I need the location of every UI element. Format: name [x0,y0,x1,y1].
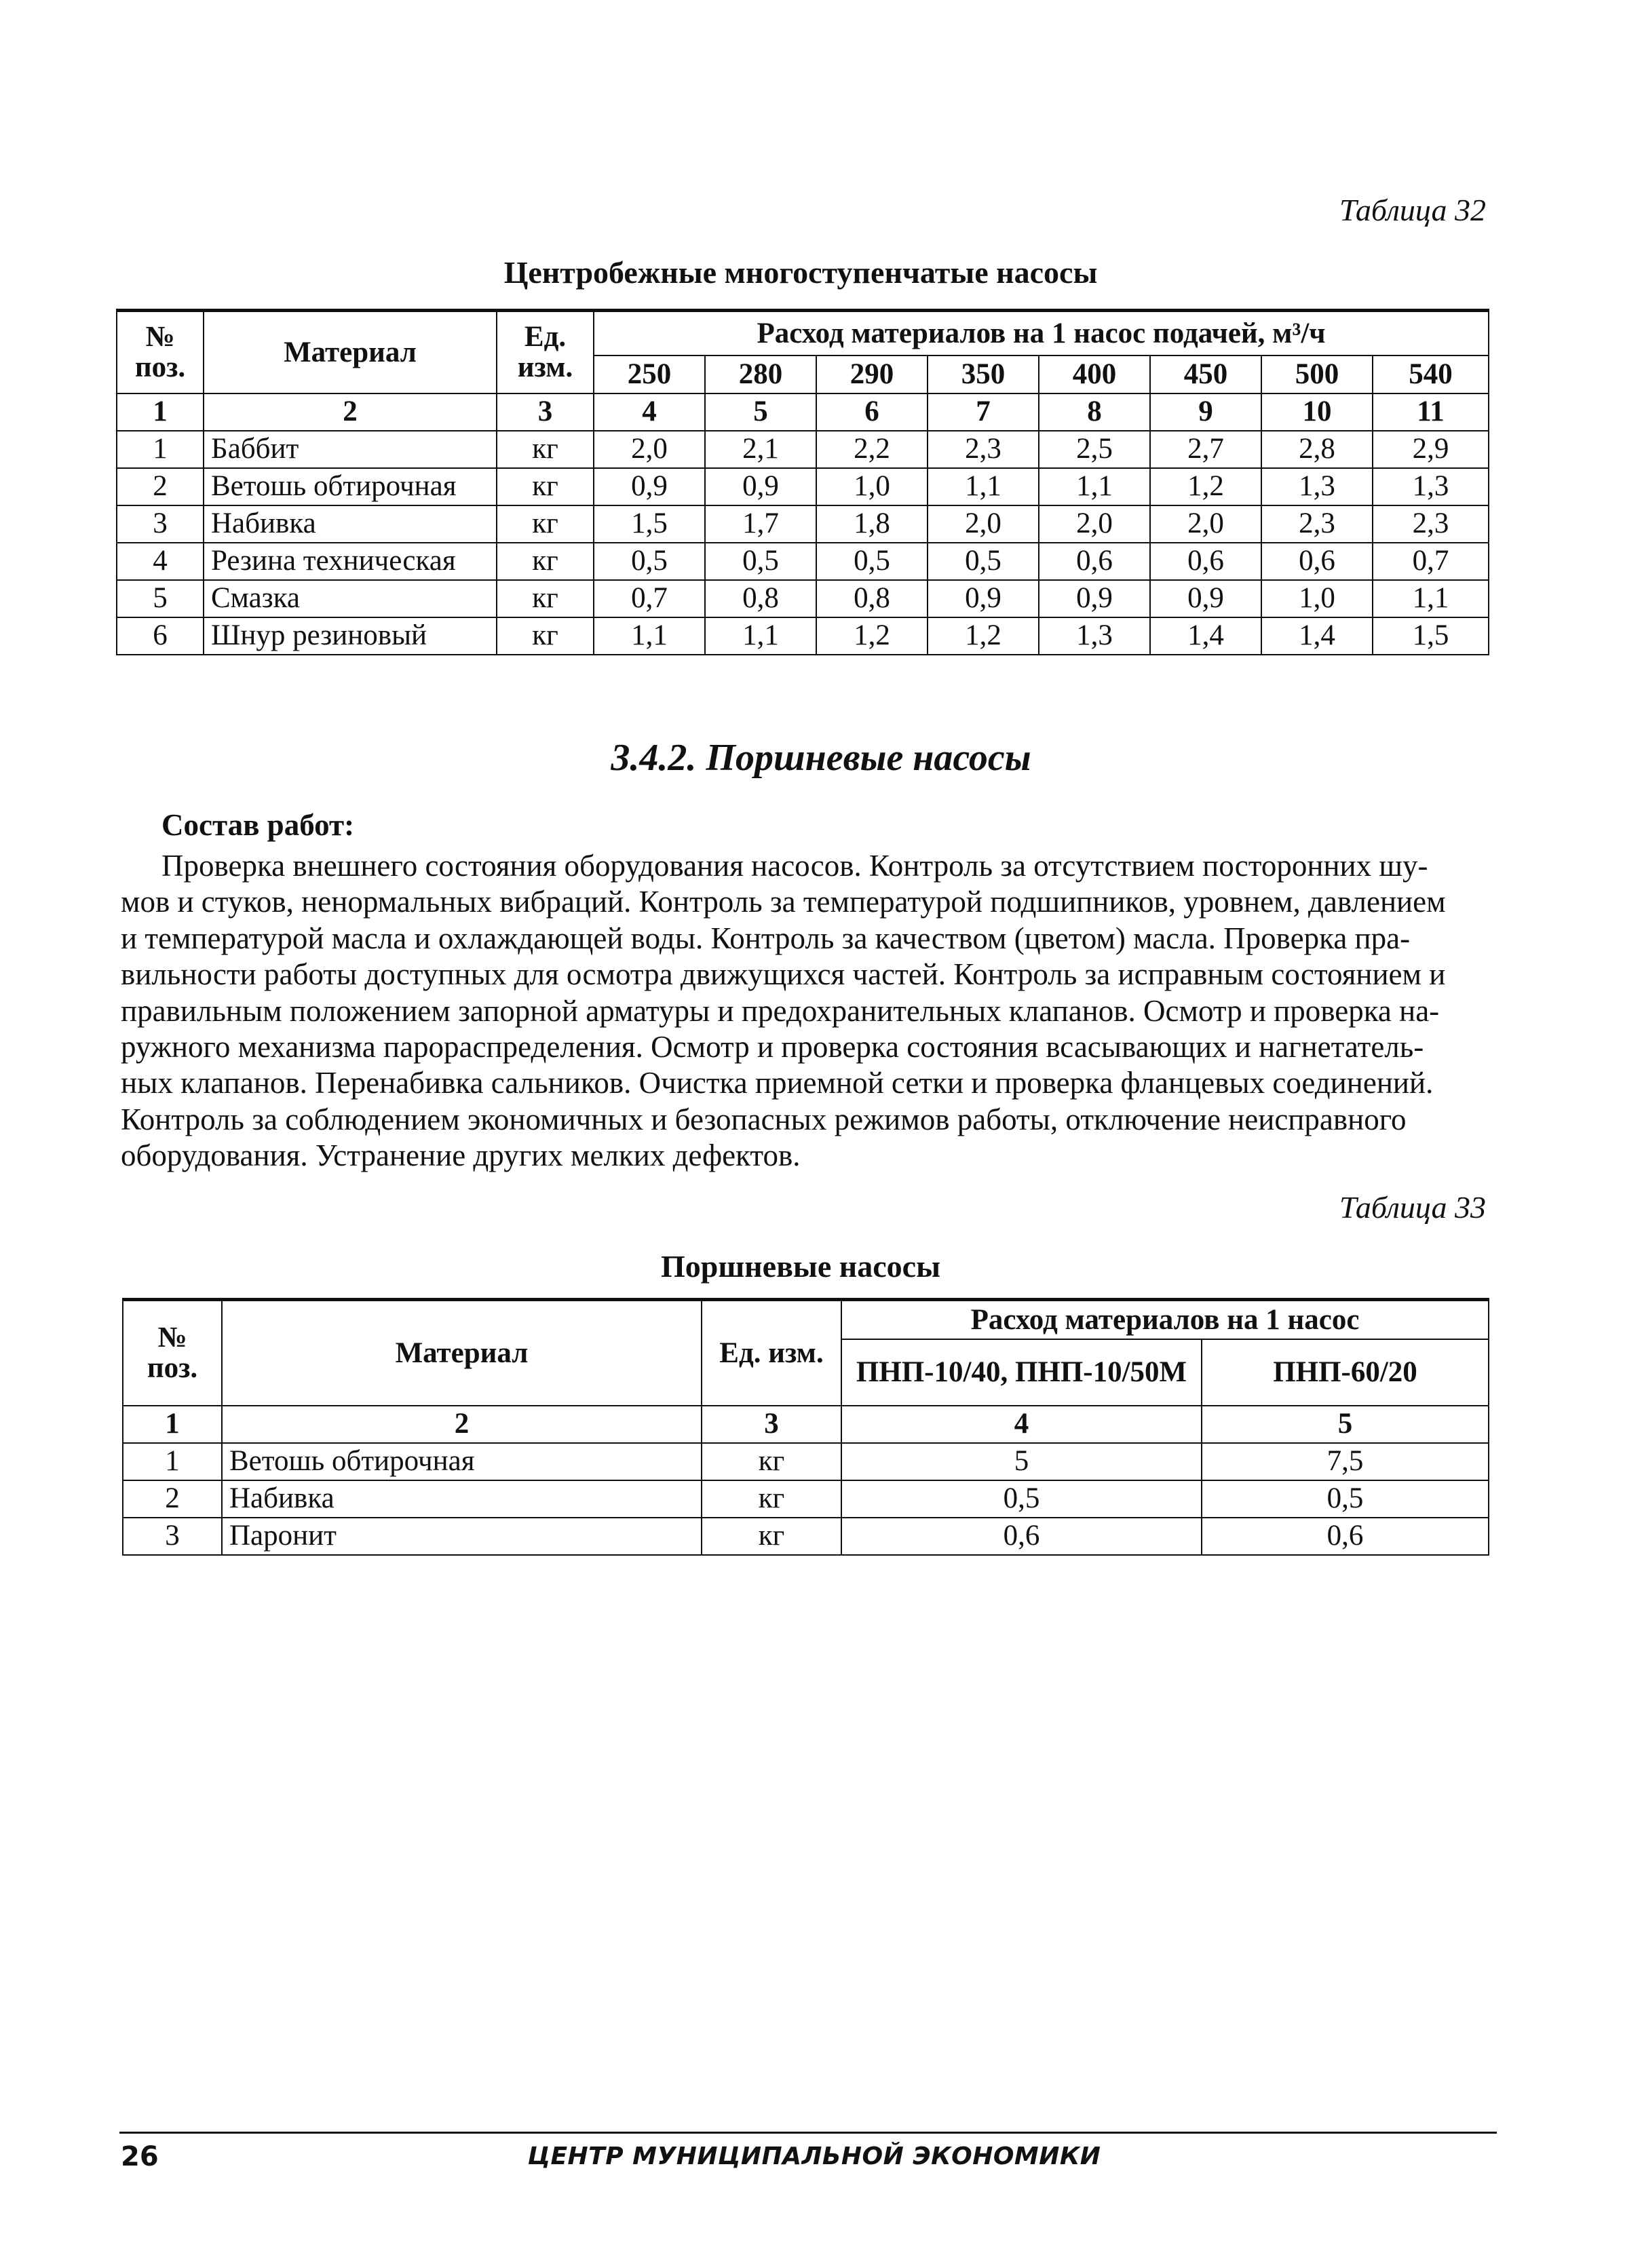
header-model: ПНП-60/20 [1202,1339,1489,1406]
row-value: 0,7 [594,580,705,617]
footer-organization: ЦЕНТР МУНИЦИПАЛЬНОЙ ЭКОНОМИКИ [527,2142,1101,2170]
row-value: 0,5 [594,543,705,580]
table-32-title: Центробежные многоступенчатые насосы [503,255,1098,290]
row-material: Набивка [204,505,497,543]
header-flow: 400 [1039,355,1150,393]
row-value: 0,8 [705,580,816,617]
row-value: 1,5 [594,505,705,543]
row-material: Смазка [204,580,497,617]
header-pos: № поз. [123,1300,222,1406]
row-value: 2,0 [1039,505,1150,543]
row-unit: кг [497,580,594,617]
row-value: 1,1 [1373,580,1489,617]
table-row [117,431,1489,468]
row-material: Шнур резиновый [204,617,497,655]
work-description [121,848,1486,1174]
column-number: 8 [1039,393,1150,431]
row-material: Баббит [204,431,497,468]
row-value: 0,5 [928,543,1039,580]
table-33-title: Поршневые насосы [660,1249,941,1284]
header-consumption: Расход материалов на 1 насос подачей, м³/ч [594,311,1489,355]
paragraph-line: и температурой масла и охлаждающей воды. Контроль за качеством (цветом) масла. Проверка пра- [121,921,1411,955]
table-33-caption: Таблица 33 [1339,1190,1486,1225]
row-pos: 5 [117,580,204,617]
paragraph-line: ных клапанов. Перенабивка сальников. Очистка приемной сетки и проверка фланцевых соединений. [121,1066,1434,1100]
row-value: 1,0 [816,468,928,505]
column-number: 9 [1150,393,1261,431]
header-unit: Ед. изм. [702,1300,841,1406]
table-row [117,505,1489,543]
table-row [123,1518,1489,1555]
row-value: 0,5 [841,1480,1202,1518]
row-value: 0,6 [1150,543,1261,580]
table-row [123,1480,1489,1518]
header-flow: 350 [928,355,1039,393]
column-number: 2 [222,1406,702,1443]
column-number: 10 [1261,393,1373,431]
header-material: Материал [204,311,497,393]
header-model: ПНП-10/40, ПНП-10/50М [841,1339,1202,1406]
row-value: 2,1 [705,431,816,468]
row-value: 1,3 [1039,617,1150,655]
row-value: 0,6 [1202,1518,1489,1555]
column-number-row [123,1406,1489,1443]
row-value: 2,0 [1150,505,1261,543]
row-pos: 3 [117,505,204,543]
column-number: 5 [1202,1406,1489,1443]
row-value: 0,9 [1150,580,1261,617]
row-pos: 1 [117,431,204,468]
row-pos: 1 [123,1443,222,1480]
row-value: 2,3 [928,431,1039,468]
row-value: 0,9 [594,468,705,505]
row-value: 1,4 [1150,617,1261,655]
paragraph-line: мов и стуков, ненормальных вибраций. Контроль за температурой подшипников, уровнем, давлением [121,885,1446,919]
paragraph-line: Контроль за соблюдением экономичных и безопасных режимов работы, отключение неисправного [121,1102,1407,1136]
row-value: 0,6 [1261,543,1373,580]
table-row [117,468,1489,505]
row-value: 0,5 [816,543,928,580]
work-composition-label: Состав работ: [161,808,355,842]
row-value: 7,5 [1202,1443,1489,1480]
row-value: 2,0 [594,431,705,468]
row-material: Ветошь обтирочная [222,1443,702,1480]
row-unit: кг [702,1480,841,1518]
paragraph-line: оборудования. Устранение других мелких дефектов. [121,1138,801,1173]
section-heading: 3.4.2. Поршневые насосы [611,737,1031,779]
header-flow: 500 [1261,355,1373,393]
header-material: Материал [222,1300,702,1406]
column-number: 6 [816,393,928,431]
header-flow: 540 [1373,355,1489,393]
header-flow: 450 [1150,355,1261,393]
column-number-row [117,393,1489,431]
row-unit: кг [497,468,594,505]
row-value: 1,3 [1373,468,1489,505]
row-unit: кг [702,1443,841,1480]
row-material: Резина техническая [204,543,497,580]
row-value: 1,1 [594,617,705,655]
row-value: 2,7 [1150,431,1261,468]
row-material: Ветошь обтирочная [204,468,497,505]
row-value: 0,6 [1039,543,1150,580]
column-number: 3 [702,1406,841,1443]
row-pos: 2 [123,1480,222,1518]
row-unit: кг [497,617,594,655]
row-value: 1,2 [928,617,1039,655]
header-flow: 280 [705,355,816,393]
row-value: 1,0 [1261,580,1373,617]
column-number: 1 [123,1406,222,1443]
row-material: Паронит [222,1518,702,1555]
table-32-caption: Таблица 32 [1339,193,1486,227]
header-pos: № поз. [117,311,204,393]
row-value: 2,3 [1261,505,1373,543]
row-value: 2,2 [816,431,928,468]
column-number: 4 [594,393,705,431]
row-unit: кг [497,431,594,468]
row-value: 1,7 [705,505,816,543]
row-value: 0,6 [841,1518,1202,1555]
row-pos: 3 [123,1518,222,1555]
row-value: 1,1 [928,468,1039,505]
row-material: Набивка [222,1480,702,1518]
row-value: 1,2 [1150,468,1261,505]
row-value: 0,9 [1039,580,1150,617]
row-unit: кг [497,543,594,580]
paragraph-line: Проверка внешнего состояния оборудования насосов. Контроль за отсутствием посторонних шу- [161,849,1428,883]
row-value: 0,8 [816,580,928,617]
row-pos: 6 [117,617,204,655]
row-value: 0,9 [928,580,1039,617]
table-row [117,543,1489,580]
table-33 [122,1298,1489,1556]
column-number: 2 [204,393,497,431]
page-number: 26 [121,2141,159,2172]
row-value: 0,7 [1373,543,1489,580]
row-value: 0,9 [705,468,816,505]
table-row [117,617,1489,655]
paragraph-line: правильным положением запорной арматуры и предохранительных клапанов. Осмотр и проверка на- [121,993,1440,1028]
row-pos: 4 [117,543,204,580]
column-number: 3 [497,393,594,431]
row-value: 1,1 [1039,468,1150,505]
row-value: 0,5 [1202,1480,1489,1518]
table-row [123,1443,1489,1480]
footer-rule [119,2132,1497,2134]
row-value: 5 [841,1443,1202,1480]
header-flow: 250 [594,355,705,393]
row-unit: кг [702,1518,841,1555]
header-unit: Ед. изм. [497,311,594,393]
paragraph-line: вильности работы доступных для осмотра движущихся частей. Контроль за исправным состоянием и [121,957,1446,992]
row-value: 1,2 [816,617,928,655]
row-pos: 2 [117,468,204,505]
row-value: 1,3 [1261,468,1373,505]
column-number: 5 [705,393,816,431]
row-value: 1,1 [705,617,816,655]
header-flow: 290 [816,355,928,393]
row-value: 1,5 [1373,617,1489,655]
paragraph-line: ружного механизма парораспределения. Осмотр и проверка состояния всасывающих и нагнетатель- [121,1030,1424,1064]
table-row [117,580,1489,617]
row-value: 2,0 [928,505,1039,543]
column-number: 4 [841,1406,1202,1443]
table-32 [116,309,1489,655]
row-value: 1,8 [816,505,928,543]
row-value: 2,3 [1373,505,1489,543]
row-value: 2,9 [1373,431,1489,468]
column-number: 7 [928,393,1039,431]
column-number: 1 [117,393,204,431]
header-consumption: Расход материалов на 1 насос [841,1300,1489,1339]
row-value: 2,5 [1039,431,1150,468]
row-unit: кг [497,505,594,543]
row-value: 1,4 [1261,617,1373,655]
column-number: 11 [1373,393,1489,431]
row-value: 2,8 [1261,431,1373,468]
row-value: 0,5 [705,543,816,580]
